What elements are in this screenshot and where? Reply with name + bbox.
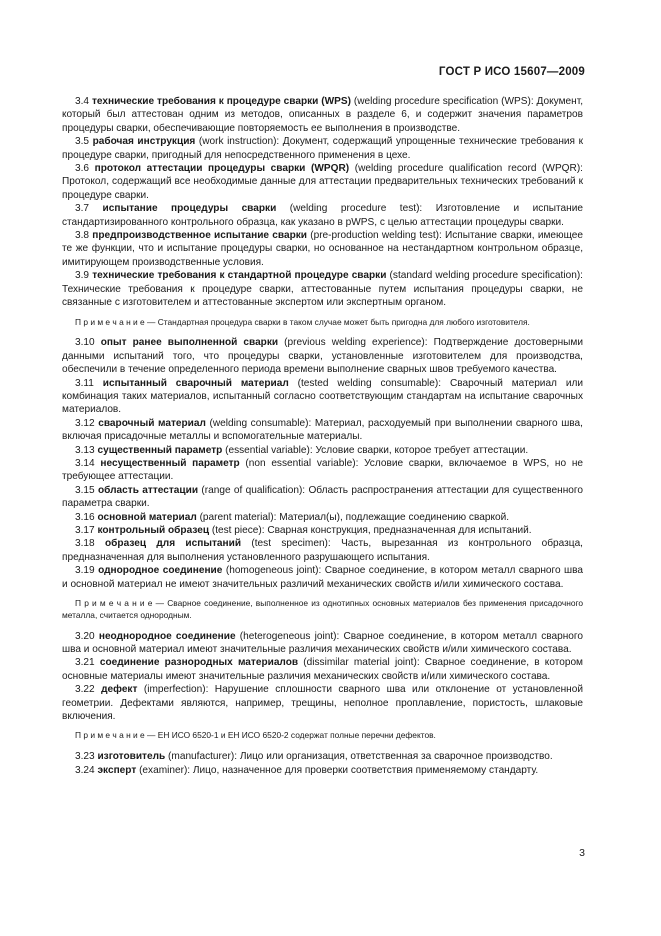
term-text: (manufacturer): Лицо или организация, ответственная за сварочное производство. xyxy=(165,751,553,763)
term-text: (dissimilar material joint): Сварное соединение, в котором основные материалы имеют значительные различия механических свойств и/или химического состава. xyxy=(62,657,583,682)
term-definition xyxy=(62,564,583,591)
term-definition xyxy=(62,511,583,524)
term-number: 3.18 xyxy=(75,538,95,550)
term-name: протокол аттестации процедуры сварки (WPQR) xyxy=(94,163,350,175)
term-name: существенный параметр xyxy=(97,444,223,456)
term-definition xyxy=(62,524,583,537)
term-name: испытанный сварочный материал xyxy=(102,377,289,389)
note-label: П р и м е ч а н и е xyxy=(75,598,153,609)
term-name: соединение разнородных материалов xyxy=(99,657,299,669)
term-name: образец для испытаний xyxy=(105,538,242,550)
term-number: 3.22 xyxy=(75,684,95,696)
term-text: (previous welding experience): Подтверждение достоверными данными испытаний того, что процедуры сварки, установленные изготовителем для производства, обеспечили в течение определенного периода времени выполнение сварных швов требуемого качества. xyxy=(62,337,583,376)
term-name: основной материал xyxy=(97,511,197,523)
note-text: — ЕН ИСО 6520-1 и ЕН ИСО 6520-2 содержат полные перечни дефектов. xyxy=(144,730,436,741)
term-definition xyxy=(62,202,583,229)
term-number: 3.16 xyxy=(75,511,95,523)
term-definition xyxy=(62,630,583,657)
term-name: рабочая инструкция xyxy=(92,136,196,148)
term-text: (test specimen): Часть, вырезанная из контрольного образца, предназначенная для выполнения установленного разрушающего испытания. xyxy=(62,538,583,563)
term-name: несущественный параметр xyxy=(100,457,240,469)
term-text: (tested welding consumable): Сварочный материал или комбинация таких материалов, испытанный согласно соответствующим стандартам на испытание сварочных материалов. xyxy=(62,377,583,416)
note-text: — Стандартная процедура сварки в таком случае может быть пригодна для любого изготовителя. xyxy=(144,316,530,327)
note-label: П р и м е ч а н и е xyxy=(75,316,145,327)
term-definition xyxy=(62,95,583,135)
term-name: сварочный материал xyxy=(98,417,206,429)
term-name: контрольный образец xyxy=(97,524,210,536)
term-name: опыт ранее выполненной сварки xyxy=(100,337,279,349)
term-name: дефект xyxy=(101,684,138,696)
term-number: 3.9 xyxy=(75,270,90,282)
term-number: 3.15 xyxy=(75,484,95,496)
term-text: (homogeneous joint): Сварное соединение, в котором металл сварного шва и основной материал не имеют значительных различий механических свойств и/или химического состава. xyxy=(62,565,583,590)
term-definition xyxy=(62,683,583,723)
term-text: (essential variable): Условие сварки, которое требует аттестации. xyxy=(222,444,529,456)
term-text: (work instruction): Документ, содержащий упрощенные технические требования к процедуре сварки, пригодный для непосредственного применения в цехе. xyxy=(62,136,583,161)
term-definition xyxy=(62,484,583,511)
term-definition xyxy=(62,417,583,444)
term-text: (parent material): Материал(ы), подлежащие соединению сваркой. xyxy=(196,511,510,523)
term-number: 3.19 xyxy=(75,565,95,577)
note-label: П р и м е ч а н и е xyxy=(75,730,145,741)
term-number: 3.6 xyxy=(75,163,90,175)
note-text: — Сварное соединение, выполненное из однотипных основных материалов без применения присадочного металла, считается однородным. xyxy=(62,598,584,620)
term-text: (imperfection): Нарушение сплошности сварного шва или отклонение от установленной геометрии. Дефектами являются, например, трещины, неполное проплавление, пористость, шлаковые включения. xyxy=(62,684,583,723)
note-paragraph xyxy=(62,598,583,622)
term-text: (welding procedure qualification record (WPQR): Протокол, содержащий все необходимые данные для аттестации предварительных технических требований к процедуре сварки. xyxy=(62,163,583,201)
term-definition xyxy=(62,269,583,309)
term-definition xyxy=(62,377,583,417)
note-paragraph xyxy=(62,317,583,329)
term-text: (standard welding procedure specification): Технические требования к процедуре сварки, аттестованные путем испытания процедуры сварки, не связанные с изготовителем и аттестованные экспертом или экспертным органом. xyxy=(62,270,583,309)
term-text: (range of qualification): Область распространения аттестации для существенного параметра сварки. xyxy=(62,484,583,510)
term-text: (welding consumable): Материал, расходуемый при выполнении сварного шва, включая присадочные металлы и вспомогательные материалы. xyxy=(62,417,583,443)
term-name: испытание процедуры сварки xyxy=(102,203,277,215)
term-number: 3.24 xyxy=(75,764,95,776)
term-text: (welding procedure test): Изготовление и испытание стандартизированного контрольного образца, как указано в pWPS, с целью аттестации процедуры сварки. xyxy=(62,203,583,228)
term-definition xyxy=(62,656,583,683)
term-number: 3.11 xyxy=(75,377,94,389)
term-number: 3.10 xyxy=(75,337,95,349)
term-text: (welding procedure specification (WPS): Документ, который был аттестован одним из методов, описанных в разделе 6, и содержит значения параметров процедуры сварки, обеспечивающие повторяемость ее выполнения в производстве. xyxy=(62,96,584,134)
term-text: (non essential variable): Условие сварки, включаемое в WPS, но не требующее аттестации. xyxy=(62,457,584,483)
term-definition xyxy=(62,750,583,763)
term-text: (examiner): Лицо, назначенное для проверки соответствия применяемому стандарту. xyxy=(136,764,539,776)
term-text: (test piece): Сварная конструкция, предназначенная для испытаний. xyxy=(209,524,532,536)
term-name: область аттестации xyxy=(98,484,199,496)
term-definition xyxy=(62,229,583,269)
term-number: 3.14 xyxy=(75,457,95,469)
term-number: 3.13 xyxy=(75,444,95,456)
term-number: 3.5 xyxy=(75,136,90,148)
term-name: однородное соединение xyxy=(98,565,223,577)
term-name: предпроизводственное испытание сварки xyxy=(92,230,307,242)
term-number: 3.21 xyxy=(75,657,95,669)
document-header: ГОСТ Р ИСО 15607—2009 xyxy=(438,66,585,78)
term-number: 3.20 xyxy=(75,630,95,642)
term-definition xyxy=(62,537,583,564)
term-number: 3.17 xyxy=(75,524,95,536)
term-definition xyxy=(62,135,583,162)
term-number: 3.4 xyxy=(75,96,90,107)
term-name: технические требования к стандартной процедуре сварки xyxy=(92,270,387,282)
term-text: (pre-production welding test): Испытание сварки, имеющее те же функции, что и испытание процедуры сварки, но основанное на нестандартном контрольном образце, имитирующем производственные условия. xyxy=(62,230,583,268)
term-number: 3.12 xyxy=(75,417,95,429)
term-number: 3.23 xyxy=(75,751,95,763)
term-definition xyxy=(62,444,583,457)
term-definition xyxy=(62,162,583,202)
term-name: неоднородное соединение xyxy=(98,630,236,642)
term-definition xyxy=(62,457,583,484)
note-paragraph xyxy=(62,730,583,742)
term-number: 3.8 xyxy=(75,230,90,242)
term-text: (heterogeneous joint): Сварное соединение, в котором металл сварного шва и основной материал имеют значительные различия механических свойств и/или химического состава. xyxy=(62,630,583,656)
term-number: 3.7 xyxy=(75,203,90,215)
page-number: 3 xyxy=(579,847,585,859)
terms-section xyxy=(62,95,583,777)
term-definition xyxy=(62,764,583,777)
term-name: изготовитель xyxy=(97,751,166,763)
term-name: технические требования к процедуре сварки (WPS) xyxy=(91,96,351,107)
term-definition xyxy=(62,336,583,376)
term-name: эксперт xyxy=(97,764,137,776)
